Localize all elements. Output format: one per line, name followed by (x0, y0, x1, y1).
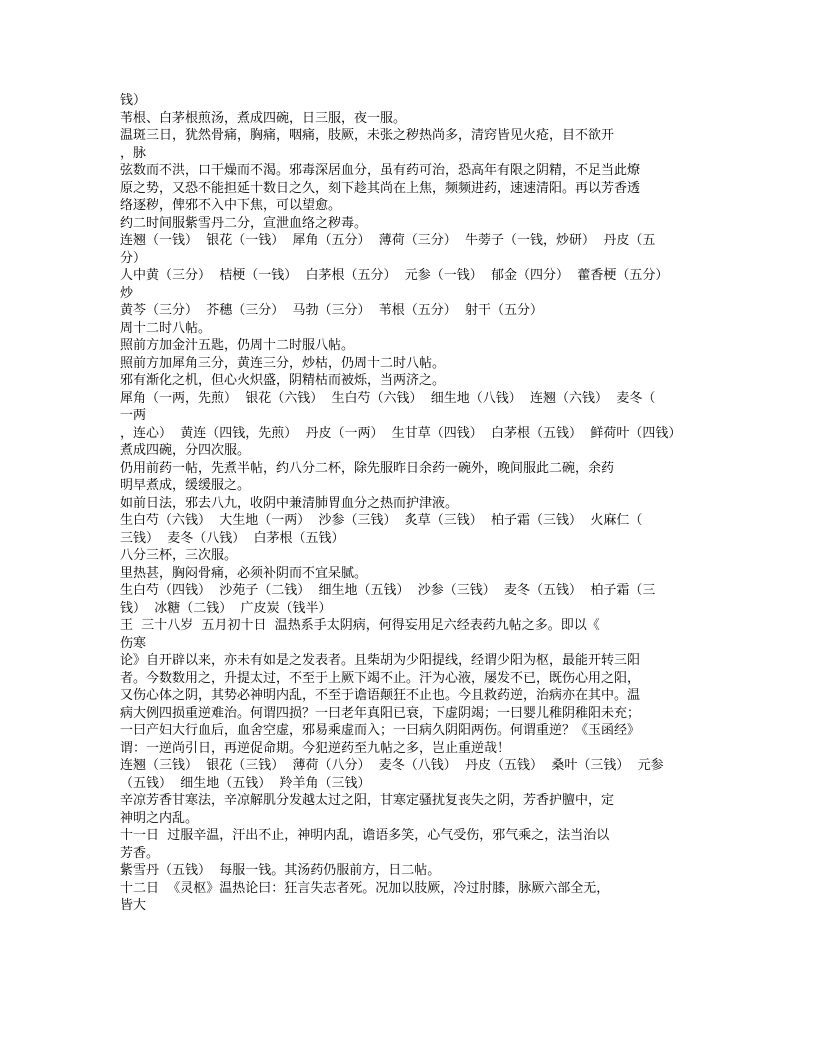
text-line: 皆大 (120, 898, 147, 913)
text-line: 分） (120, 250, 147, 266)
text-line: 八分三杯，三次服。 (120, 548, 238, 563)
text-line: 周十二时八帖。 (120, 320, 212, 336)
text-line: 十二日 《灵枢》温热论曰：狂言失志者死。况加以肢厥，冷过肘膝，脉厥六部全无， (120, 880, 610, 896)
text-line: 邪有渐化之机，但心火炽盛，阴精枯而被烁，当两济之。 (120, 373, 446, 388)
text-line: 照前方加犀角三分，黄连三分，炒枯，仍周十二时八帖。 (120, 355, 446, 371)
text-line: 连翘（一钱） 银花（一钱） 犀角（五分） 薄荷（三分） 牛蒡子（一钱，炒研） 丹皮（五 (120, 233, 656, 248)
text-line: 钱） 冰糖（二钱） 广皮炭（钱半） (120, 600, 332, 616)
text-line: 犀角（一两，先煎） 银花（六钱） 生白芍（六钱） 细生地（八钱） 连翘（六钱） 麦冬（ (120, 390, 656, 406)
text-line: 病大例四损重逆难治。何谓四损？一曰老年真阳已衰，下虚阴竭；一曰婴儿稚阴稚阳未充； (120, 705, 641, 721)
text-line: 紫雪丹（五钱） 每服一钱。其汤药仍服前方，日二帖。 (120, 863, 441, 878)
text-line: 里热甚，胸闷骨痛，必须补阴而不宜呆腻。 (120, 565, 368, 581)
text-line: 原之势，又恐不能担延十数日之久，刻下趁其尚在上焦，频频进药，速速清阳。再以芳香透 (120, 180, 641, 196)
text-line: 伤寒 (120, 635, 147, 651)
text-line: 三钱） 麦冬（八钱） 白茅根（五钱） (120, 530, 345, 546)
text-line: 苇根、白茅根煎汤，煮成四碗，日三服，夜一服。 (120, 110, 407, 126)
text-line: 约二时间服紫雪丹二分，宣泄血络之秽毒。 (120, 215, 368, 231)
text-line: （五钱） 细生地（五钱） 羚羊角（三钱） (120, 775, 371, 791)
text-line: 明早煮成，缓缓服之。 (120, 478, 251, 493)
text-line: 钱） (120, 93, 147, 108)
text-line: 生白芍（六钱） 大生地（一两） 沙参（三钱） 炙草（三钱） 柏子霜（三钱） 火麻仁（ (120, 513, 643, 528)
text-line: 一曰产妇大行血后，血舍空虚，邪易乘虚而入；一曰病久阴阳两伤。何谓重逆？《玉函经》 (120, 723, 641, 738)
text-line: 一两 (120, 408, 147, 423)
text-line: 黄芩（三分） 芥穗（三分） 马勃（三分） 苇根（五分） 射干（五分） (120, 303, 544, 318)
text-line: 连翘（三钱） 银花（三钱） 薄荷（八分） 麦冬（八钱） 丹皮（五钱） 桑叶（三钱） 元参 (120, 758, 664, 773)
text-line: 煮成四碗，分四次服。 (120, 443, 251, 458)
text-line: 如前日法，邪去八九，收阴中兼清肺胃血分之热而护津液。 (120, 495, 459, 511)
text-line: 辛凉芳香甘寒法，辛凉解肌分发越太过之阳，甘寒定骚扰复丧失之阴，芳香护膻中，定 (120, 793, 615, 808)
text-line: 神明之内乱。 (120, 810, 199, 826)
text-line: 温斑三日，犹然骨痛，胸痛，咽痛，肢厥，未张之秽热尚多，清窍皆见火疮，目不欲开 (120, 128, 615, 143)
text-line: 炒 (120, 285, 134, 301)
document-body (120, 92, 700, 915)
text-line: 人中黄（三分） 桔梗（一钱） 白茅根（五分） 元参（一钱） 郁金（四分） 藿香梗（五分） (120, 268, 669, 283)
text-line: 络逐秽，俾邪不入中下焦，可以望愈。 (120, 198, 342, 213)
text-line: 弦数而不洪，口干燥而不渴。邪毒深居血分，虽有药可治，恐高年有限之阴精，不足当此燎 (120, 163, 641, 178)
text-line: 者。今数数用之，升提太过，不至于上厥下竭不止。汗为心液，屡发不已，既伤心用之阳， (120, 670, 641, 686)
text-line: ，脉 (120, 145, 147, 161)
text-line: 王 三十八岁 五月初十日 温热系手太阴病，何得妄用足六经表药九帖之多。即以《 (120, 618, 600, 633)
text-line: 谓：一逆尚引日，再逆促命期。今犯逆药至九帖之多，岂止重逆哉！ (120, 740, 511, 756)
text-line: 论》自开辟以来，亦未有如是之发表者。且柴胡为少阳提线，经谓少阳为枢，最能开转三阳 (120, 653, 641, 668)
text-line: ，连心） 黄连（四钱，先煎） 丹皮（一两） 生甘草（四钱） 白茅根（五钱） 鲜荷叶（四钱） (120, 425, 682, 441)
text-line: 生白芍（四钱） 沙苑子（二钱） 细生地（五钱） 沙参（三钱） 麦冬（五钱） 柏子霜（三 (120, 583, 656, 598)
text-line: 十一日 过服辛温，汗出不止，神明内乱，谵语多笑，心气受伤，邪气乘之，法当治以 (120, 828, 610, 843)
text-line: 照前方加金汁五匙，仍周十二时服八帖。 (120, 338, 355, 353)
text-line: 又伤心体之阴，其势必神明内乱，不至于谵语颠狂不止也。今且救药逆，治病亦在其中。温 (120, 688, 641, 703)
text-line: 芳香。 (120, 845, 160, 861)
text-line: 仍用前药一帖，先煮半帖，约八分二杯，除先服昨日余药一碗外，晚间服此二碗，余药 (120, 460, 615, 476)
